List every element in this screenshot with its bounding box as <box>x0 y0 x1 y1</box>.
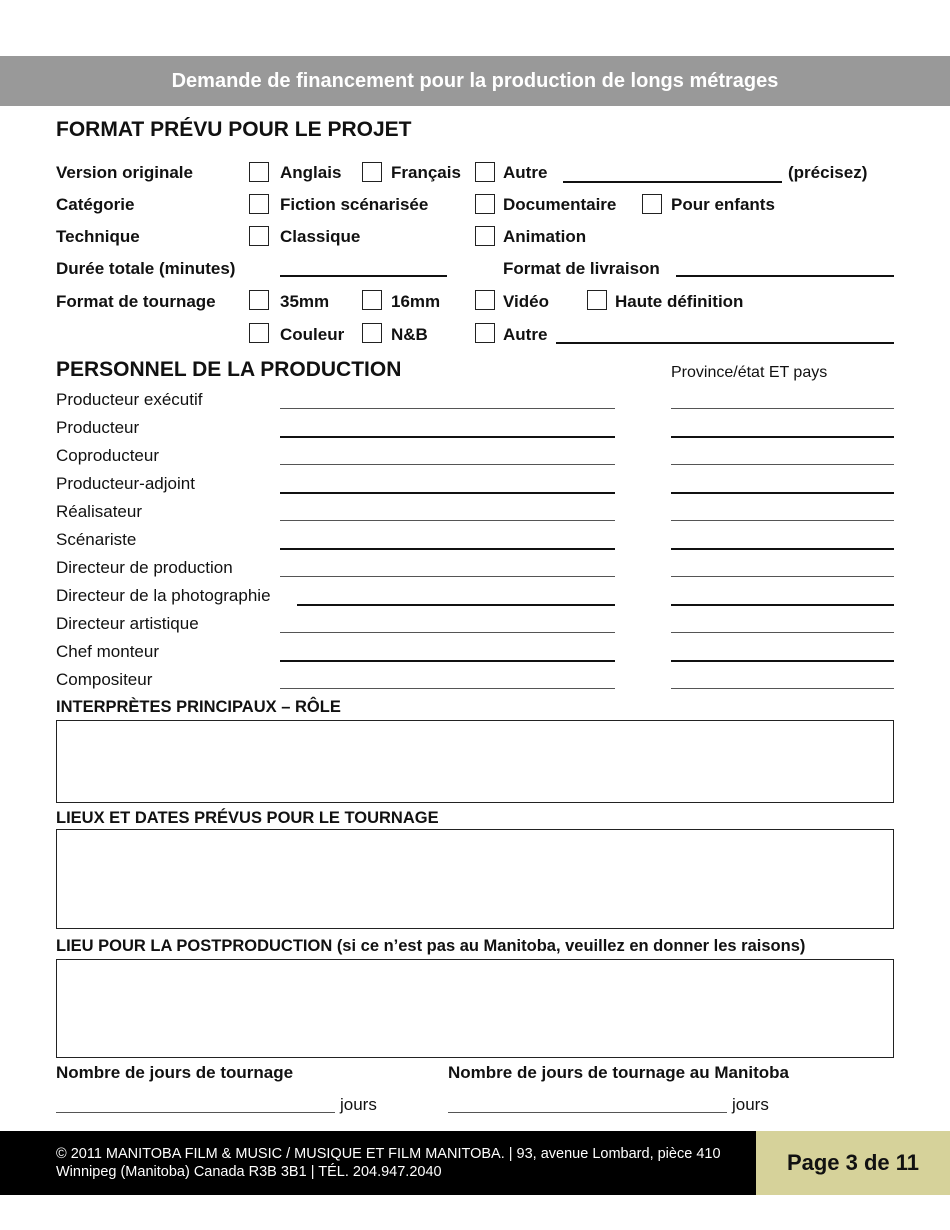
16mm-label: 16mm <box>391 292 441 311</box>
postproduction-textbox[interactable] <box>56 959 894 1058</box>
personnel-name-field[interactable] <box>280 632 615 633</box>
duree-field[interactable] <box>280 275 447 277</box>
jours-manitoba-field[interactable] <box>448 1112 727 1113</box>
personnel-role-label: Réalisateur <box>56 502 142 521</box>
personnel-role-label: Compositeur <box>56 670 153 689</box>
35mm-checkbox[interactable] <box>249 290 269 310</box>
francais-label: Français <box>391 163 461 182</box>
format-livraison-field[interactable] <box>676 275 894 277</box>
francais-checkbox[interactable] <box>362 162 382 182</box>
technique-label: Technique <box>56 227 140 246</box>
35mm-label: 35mm <box>280 292 330 311</box>
precisez-label: (précisez) <box>788 163 868 182</box>
personnel-province-field[interactable] <box>671 408 894 409</box>
personnel-role-label: Producteur exécutif <box>56 390 203 409</box>
personnel-role-label: Coproducteur <box>56 446 160 465</box>
personnel-province-field[interactable] <box>671 576 894 577</box>
tournage-autre-field[interactable] <box>556 342 894 344</box>
footer-bar <box>0 1131 756 1195</box>
personnel-name-field[interactable] <box>280 436 615 438</box>
documentaire-checkbox[interactable] <box>475 194 495 214</box>
personnel-role-label: Directeur de production <box>56 558 233 577</box>
jours-manitoba-unit: jours <box>732 1095 769 1114</box>
footer-copyright: © 2011 MANITOBA FILM & MUSIC / MUSIQUE ET FILM MANITOBA. | 93, avenue Lombard, pièce 410 Winnipeg (Manitoba) Canada R3B 3B1 | TÉL. 204.947.2040 <box>56 1146 721 1180</box>
personnel-name-field[interactable] <box>280 688 615 689</box>
fiction-checkbox[interactable] <box>249 194 269 214</box>
form-banner-title: Demande de financement pour la production de longs métrages <box>0 56 950 106</box>
personnel-role-label: Directeur de la photographie <box>56 586 271 605</box>
haute-definition-checkbox[interactable] <box>587 290 607 310</box>
postproduction-title: LIEU POUR LA POSTPRODUCTION (si ce n’est pas au Manitoba, veuillez en donner les raisons) <box>56 937 806 955</box>
personnel-name-field[interactable] <box>280 464 615 465</box>
personnel-name-field[interactable] <box>280 548 615 550</box>
jours-manitoba-label: Nombre de jours de tournage au Manitoba <box>448 1063 789 1082</box>
version-autre-field[interactable] <box>563 181 782 183</box>
anglais-checkbox[interactable] <box>249 162 269 182</box>
video-label: Vidéo <box>503 292 549 311</box>
format-section-title: FORMAT PRÉVU POUR LE PROJET <box>56 118 412 141</box>
personnel-name-field[interactable] <box>280 408 615 409</box>
jours-tournage-label: Nombre de jours de tournage <box>56 1063 294 1082</box>
personnel-province-field[interactable] <box>671 604 894 606</box>
tournage-autre-checkbox[interactable] <box>475 323 495 343</box>
personnel-role-label: Directeur artistique <box>56 614 199 633</box>
personnel-province-field[interactable] <box>671 688 894 689</box>
jours-tournage-field[interactable] <box>56 1112 335 1113</box>
page-number-box <box>756 1131 950 1195</box>
personnel-name-field[interactable] <box>280 576 615 577</box>
lieux-title: LIEUX ET DATES PRÉVUS POUR LE TOURNAGE <box>56 809 439 827</box>
nb-label: N&B <box>391 325 428 344</box>
personnel-province-field[interactable] <box>671 660 894 662</box>
tournage-autre-label: Autre <box>503 325 548 344</box>
province-pays-header: Province/état ET pays <box>671 364 828 381</box>
personnel-province-field[interactable] <box>671 548 894 550</box>
jours-tournage-unit: jours <box>340 1095 377 1114</box>
anglais-label: Anglais <box>280 163 342 182</box>
version-autre-label: Autre <box>503 163 548 182</box>
categorie-label: Catégorie <box>56 195 135 214</box>
personnel-name-field[interactable] <box>297 604 615 606</box>
personnel-role-label: Chef monteur <box>56 642 159 661</box>
couleur-label: Couleur <box>280 325 345 344</box>
video-checkbox[interactable] <box>475 290 495 310</box>
personnel-name-field[interactable] <box>280 492 615 494</box>
nb-checkbox[interactable] <box>362 323 382 343</box>
personnel-province-field[interactable] <box>671 464 894 465</box>
personnel-name-field[interactable] <box>280 660 615 662</box>
fiction-label: Fiction scénarisée <box>280 195 429 214</box>
animation-checkbox[interactable] <box>475 226 495 246</box>
personnel-role-label: Scénariste <box>56 530 137 549</box>
classique-label: Classique <box>280 227 361 246</box>
page-number: Page 3 de 11 <box>786 1150 920 1175</box>
haute-definition-label: Haute définition <box>615 292 744 311</box>
personnel-role-label: Producteur <box>56 418 140 437</box>
animation-label: Animation <box>503 227 587 246</box>
duree-label: Durée totale (minutes) <box>56 259 236 278</box>
interpretes-title: INTERPRÈTES PRINCIPAUX – RÔLE <box>56 698 341 716</box>
version-originale-label: Version originale <box>56 163 193 182</box>
documentaire-label: Documentaire <box>503 195 617 214</box>
personnel-section-title: PERSONNEL DE LA PRODUCTION <box>56 358 402 381</box>
pour-enfants-label: Pour enfants <box>671 195 775 214</box>
interpretes-textbox[interactable] <box>56 720 894 803</box>
16mm-checkbox[interactable] <box>362 290 382 310</box>
couleur-checkbox[interactable] <box>249 323 269 343</box>
format-tournage-label: Format de tournage <box>56 292 216 311</box>
personnel-province-field[interactable] <box>671 520 894 521</box>
pour-enfants-checkbox[interactable] <box>642 194 662 214</box>
lieux-textbox[interactable] <box>56 829 894 929</box>
version-autre-checkbox[interactable] <box>475 162 495 182</box>
personnel-name-field[interactable] <box>280 520 615 521</box>
personnel-province-field[interactable] <box>671 436 894 438</box>
personnel-role-label: Producteur-adjoint <box>56 474 195 493</box>
personnel-province-field[interactable] <box>671 632 894 633</box>
personnel-province-field[interactable] <box>671 492 894 494</box>
classique-checkbox[interactable] <box>249 226 269 246</box>
format-livraison-label: Format de livraison <box>503 259 660 278</box>
